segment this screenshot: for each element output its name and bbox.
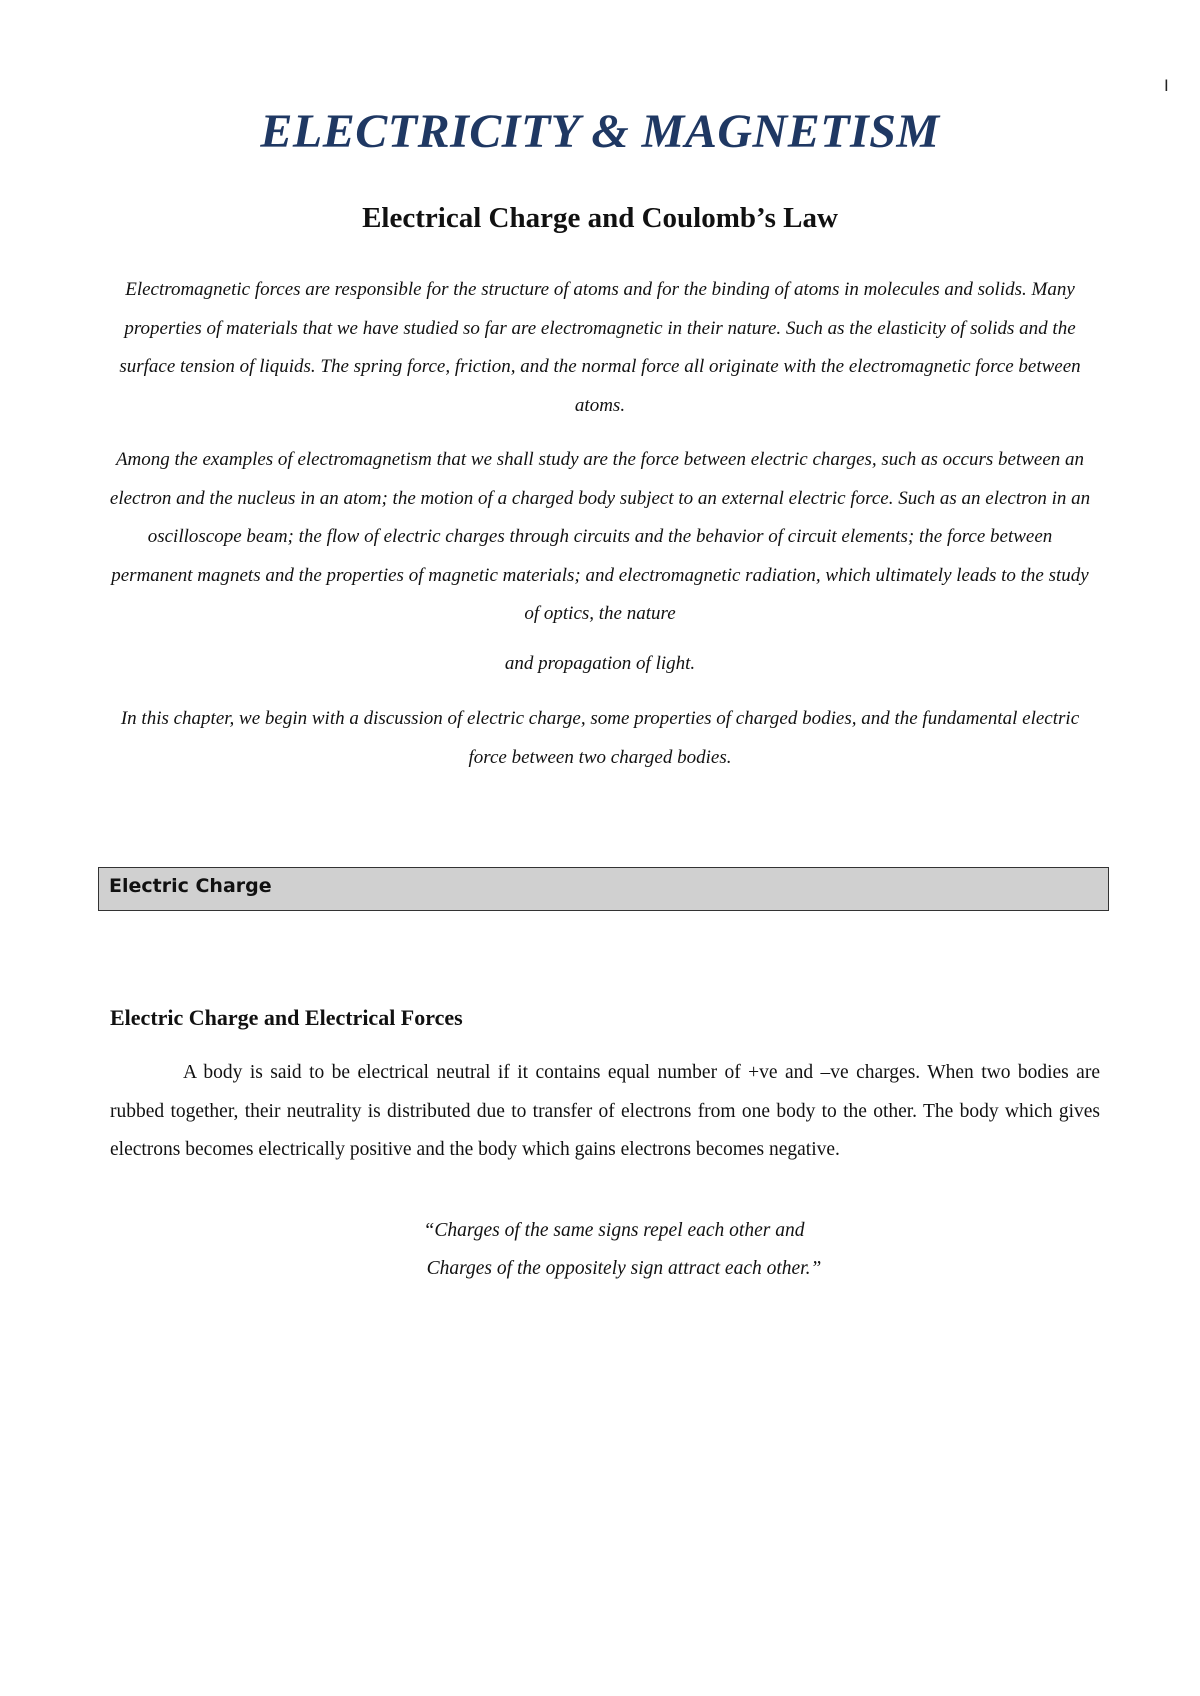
body-paragraph: A body is said to be electrical neutral if it contains equal number of +ve and –ve charges. When two bodies are rubbed together, their neutrality is distributed due to transfer of electrons from one body to the other. The body which gives electrons becomes electrically positive and the body which gains electrons becomes negative. bbox=[110, 1062, 1100, 1160]
section-title: Electric Charge bbox=[109, 875, 272, 897]
intro-paragraph: Among the examples of electromagnetism that we shall study are the force between electric charges, such as occurs between an electron and the nucleus in an atom; the motion of a charged body subject to an external electric force. Such as an electron in an oscilloscope beam; the flow of electric charges through circuits and the behavior of circuit elements; the force between permanent magnets and the properties of magnetic materials; and electromagnetic radiation, which ultimately leads to the study of optics, the nature bbox=[109, 449, 1091, 624]
intro-paragraph: Electromagnetic forces are responsible for the structure of atoms and for the binding of atoms in molecules and solids. Many properties of materials that we have studied so far are electromagnetic in their nature. Such as the elasticity of solids and the surface tension of liquids. The spring force, friction, and the normal force all originate with the electromagnetic force between atoms. bbox=[119, 279, 1081, 416]
section-header-box bbox=[98, 867, 1109, 911]
page-number: I bbox=[1164, 76, 1169, 95]
intro-paragraph: In this chapter, we begin with a discussion of electric charge, some properties of charged bodies, and the fundamental electric force between two charged bodies. bbox=[120, 708, 1080, 768]
quote-line: Charges of the oppositely sign attract each other.” bbox=[426, 1258, 822, 1279]
quote-line: “Charges of the same signs repel each other and bbox=[423, 1220, 805, 1241]
intro-paragraph: and propagation of light. bbox=[504, 653, 696, 674]
document-title: ELECTRICITY & MAGNETISM bbox=[260, 105, 940, 158]
chapter-subtitle: Electrical Charge and Coulomb’s Law bbox=[362, 202, 838, 234]
subsection-heading: Electric Charge and Electrical Forces bbox=[110, 1005, 463, 1030]
